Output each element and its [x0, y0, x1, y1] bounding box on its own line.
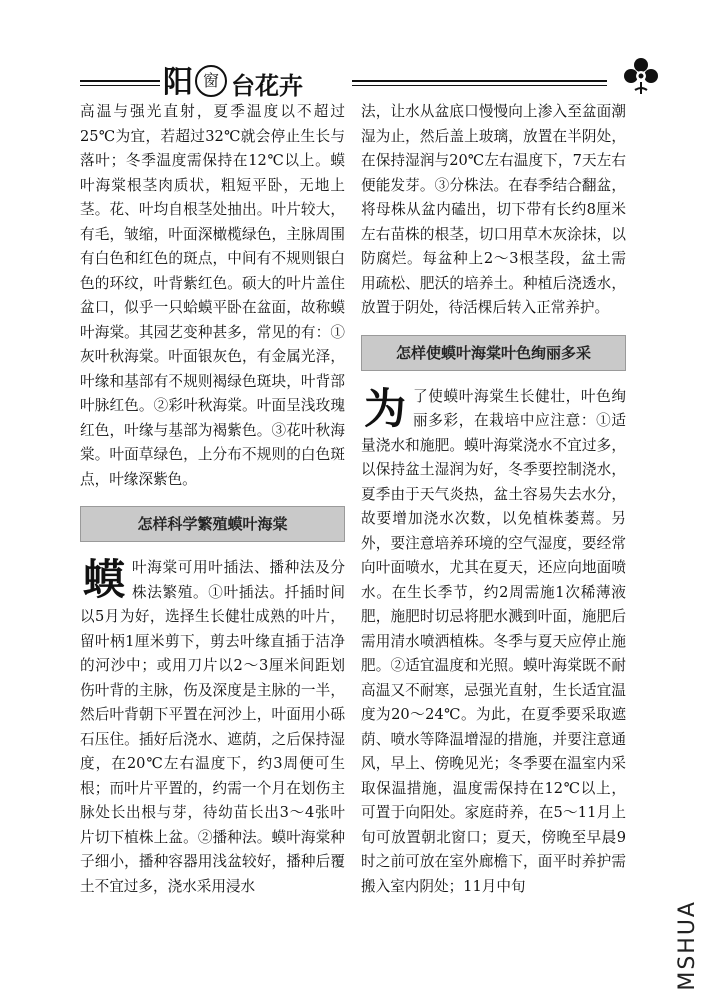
propagation-paragraph: 叶海棠可用叶插法、播种法及分株法繁殖。①叶插法。扦插时间以5月为好，选择生长健壮成熟的叶片，留叶柄1厘米剪下，剪去叶缘直插于洁净的河沙中；或用刀片以2～3厘米间距划伤叶背的主脉，伤及深度是主脉的一半，然后叶背朝下平置在河沙上，叶面用小砾石压住。插好后浇水、遮荫，之后保持湿度，在20℃左右温度下，约3周便可生根；而叶片平置的，约需一个月在划伤主脉处长出根与芽，待幼苗长出3～4张叶片切下植株上盆。②播种法。蟆叶海棠种子细小，播种容器用浅盆较好，播种后覆土不宜过多，浇水采用浸水 [80, 559, 345, 895]
left-column [80, 100, 345, 899]
dropcap-color: 为 [363, 383, 406, 433]
watermark: MSHUA [675, 900, 700, 991]
title-seal: 窗 [195, 65, 227, 97]
section-heading-color: 怎样使蟆叶海棠叶色绚丽多采 [361, 335, 626, 371]
page-header [80, 52, 640, 98]
intro-paragraph: 高温与强光直射，夏季温度以不超过25℃为宜，若超过32℃就会停止生长与落叶；冬季温度需保持在12℃以上。蟆叶海棠根茎肉质状，粗短平卧，无地上茎。花、叶均自根茎处抽出。叶片较大，有毛，皱缩，叶面深橄榄绿色，主脉周围有白色和红色的斑点，中间有不规则银白色的环纹，叶背紫红色。硕大的叶片盖住盆口，似乎一只蛤蟆平卧在盆面，故称蟆叶海棠。其园艺变种甚多，常见的有：①灰叶秋海棠。叶面银灰色，有金属光泽，叶缘和基部有不规则褐绿色斑块，叶背部叶脉红色。②彩叶秋海棠。叶面呈浅玫瑰红色，叶缘与基部为褐紫色。③花叶秋海棠。叶面草绿色，上分布不规则的白色斑点，叶缘深紫色。 [80, 103, 345, 488]
flower-logo-icon [621, 56, 661, 96]
section-title [163, 52, 303, 98]
right-column [361, 100, 626, 899]
color-paragraph: 了使蟆叶海棠生长健壮，叶色绚丽多彩，在栽培中应注意：①适量浇水和施肥。蟆叶海棠浇水不宜过多，以保持盆土湿润为好，冬季要控制浇水，夏季由于天气炎热，盆土容易失去水分，故要增加浇水次数，以免植株萎蔫。另外，要注意培养环境的空气湿度，要经常向叶面喷水，尤其在夏天，还应向地面喷水。在生长季节，约2周需施1次稀薄液肥，施肥时切忌将肥水溅到叶面，施肥后需用清水喷洒植株。冬季与夏天应停止施肥。②适宜温度和光照。蟆叶海棠既不耐高温又不耐寒，忌强光直射，生长适宜温度为20～24℃。为此，在夏季要采取遮荫、喷水等降温增湿的措施，并要注意通风，早上、傍晚见光；冬季要在温室内采取保温措施，温度需保持在12℃以上，可置于向阳处。家庭莳养，在5～11月上旬可放置朝北窗口；夏天，傍晚至早晨9时之前可放在室外廊檐下，面平时养护需搬入室内阴处；11月中旬 [361, 387, 626, 895]
title-rest: 台花卉 [231, 71, 303, 100]
title-char: 阳 [163, 65, 193, 100]
header-rule-left [80, 80, 160, 86]
dropcap-propagation: 蟆 [82, 555, 125, 604]
section-heading-propagation: 怎样科学繁殖蟆叶海棠 [80, 506, 345, 542]
header-rule-right [352, 80, 607, 86]
continued-paragraph: 法，让水从盆底口慢慢向上渗入至盆面潮湿为止，然后盖上玻璃，放置在半阴处，在保持湿润与20℃左右温度下，7天左右便能发芽。③分株法。在春季结合翻盆，将母株从盆内磕出，切下带有长约8厘米左右苗株的根茎，切口用草木灰涂抹，以防腐烂。每盆种上2～3根茎段，盆土需用疏松、肥沃的培养土。种植后浇透水，放置于阴处，待活棵后转入正常养护。 [361, 103, 626, 316]
